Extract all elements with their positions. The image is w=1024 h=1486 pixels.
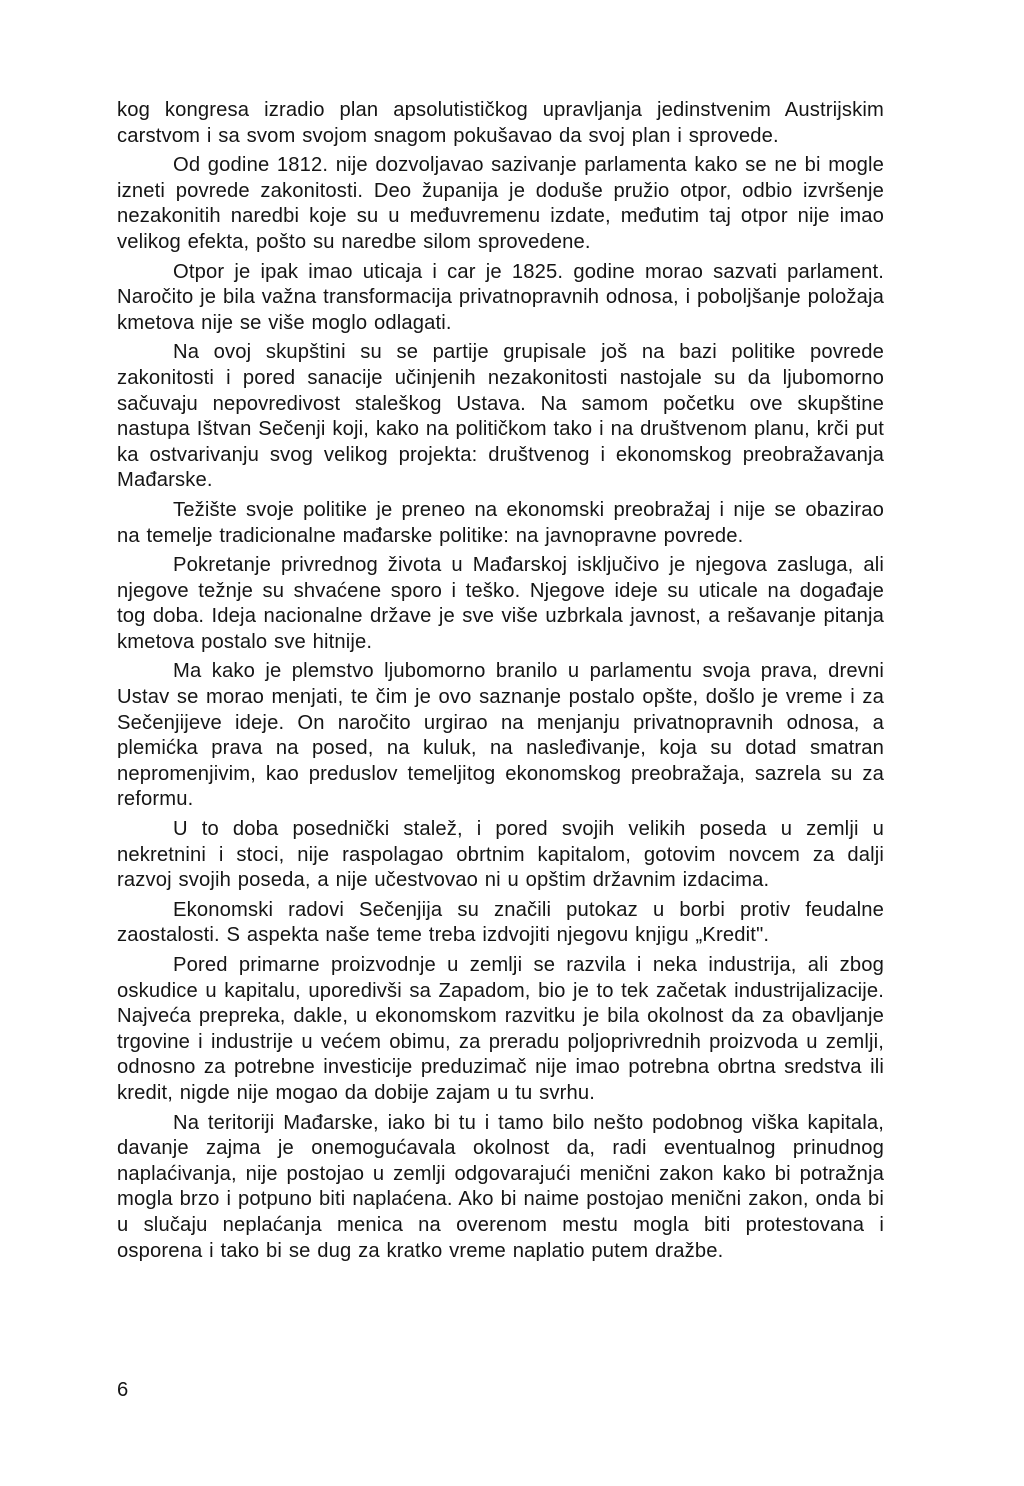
paragraph-11: Na teritoriji Mađarske, iako bi tu i tamo bilo nešto podobnog viška kapitala, davanje zajma je onemogućavala okolnost da, radi eventualnog prinudnog naplaćivanja, nije postojao u zemlji odgovarajući menični zakon kako bi potražnja mogla brzo i potpuno biti naplaćena. Ako bi naime postojao menični zakon, onda bi u slučaju neplaćanja menica na overenom mestu mogla biti protestovana i osporena i tako bi se dug za kratko vreme naplatio putem dražbe. [117,1111,884,1262]
paragraph-3: Otpor je ipak imao uticaja i car je 1825. godine morao sazvati parlament. Naročito je bila važna transformacija privatnopravnih odnosa, i poboljšanje položaja kmetova nije se više moglo odlagati. [117,260,884,334]
paragraph-8: U to doba posednički stalež, i pored svojih velikih poseda u zemlji u nekretnini i stoci, nije raspolagao obrtnim kapitalom, gotovim novcem za dalji razvoj svojih poseda, a nije učestvovao ni u opštim državnim izdacima. [117,818,884,892]
page-number: 6 [117,1379,129,1401]
paragraph-5: Težište svoje politike je preneo na ekonomski preobražaj i nije se obazirao na temelje tradicionalne mađarske politike: na javnopravne povrede. [117,498,884,547]
paragraph-9: Ekonomski radovi Sečenjija su značili putokaz u borbi protiv feudalne zaostalosti. S aspekta naše teme treba izdvojiti njegovu knjigu „Kredit". [117,898,884,947]
paragraph-7: Ma kako je plemstvo ljubomorno branilo u parlamentu svoja prava, drevni Ustav se morao menjati, te čim je ovo saznanje postalo opšte, došlo je vreme i za Sečenjijeve ideje. On naročito urgirao na menjanju privatnopravnih odnosa, a plemićka prava na posed, na kuluk, na nasleđivanje, koja su dotad smatran nepromenjivim, kao preduslov temeljitog ekonomskog preobražaja, sazrela su za reformu. [117,660,884,811]
paragraph-6: Pokretanje privrednog života u Mađarskoj isključivo je njegova zasluga, ali njegove težnje su shvaćene sporo i teško. Njegove ideje su uticale na događaje tog doba. Ideja nacionalne države je sve više uzbrkala javnost, a rešavanje pitanja kmetova postalo sve hitnije. [117,554,884,653]
paragraph-4: Na ovoj skupštini su se partije grupisale još na bazi politike povrede zakonitosti i pored sanacije učinjenih nezakonitosti nastojale su da ljubomorno sačuvaju nepovredivost staleškog Ustava. Na samom početku ove skupštine nastupa Ištvan Sečenji koji, kako na političkom tako i na društvenom planu, krči put ka ostvarivanju svog velikog projekta: društvenog i ekonomskog preobražavanja Mađarske. [117,341,884,492]
paragraph-10: Pored primarne proizvodnje u zemlji se razvila i neka industrija, ali zbog oskudice u kapitalu, uporedivši sa Zapadom, bio je to tek začetak industrijalizacije. Najveća prepreka, dakle, u ekonomskom razvitku je bila okolnost da za obavljanje trgovine i industrije u većem obimu, za preradu poljoprivrednih proizvoda u zemlji, odnosno za potrebne investicije preduzimač nije imao potrebna obrtna sredstva ili kredit, nigde nije mogao da dobije zajam u tu svrhu. [117,954,884,1104]
paragraph-1: kog kongresa izradio plan apsolutističkog upravljanja jedinstvenim Austrijskim carstvom i sa svom svojom snagom pokušavao da svoj plan i sprovede. [117,99,884,147]
paragraph-2: Od godine 1812. nije dozvoljavao sazivanje parlamenta kako se ne bi mogle izneti povrede zakonitosti. Deo županija je doduše pružio otpor, odbio izvršenje nezakonitih naredbi koje su u međuvremenu izdate, međutim taj otpor nije imao velikog efekta, pošto su naredbe silom sprovedene. [117,154,884,253]
document-page [117,98,884,1264]
